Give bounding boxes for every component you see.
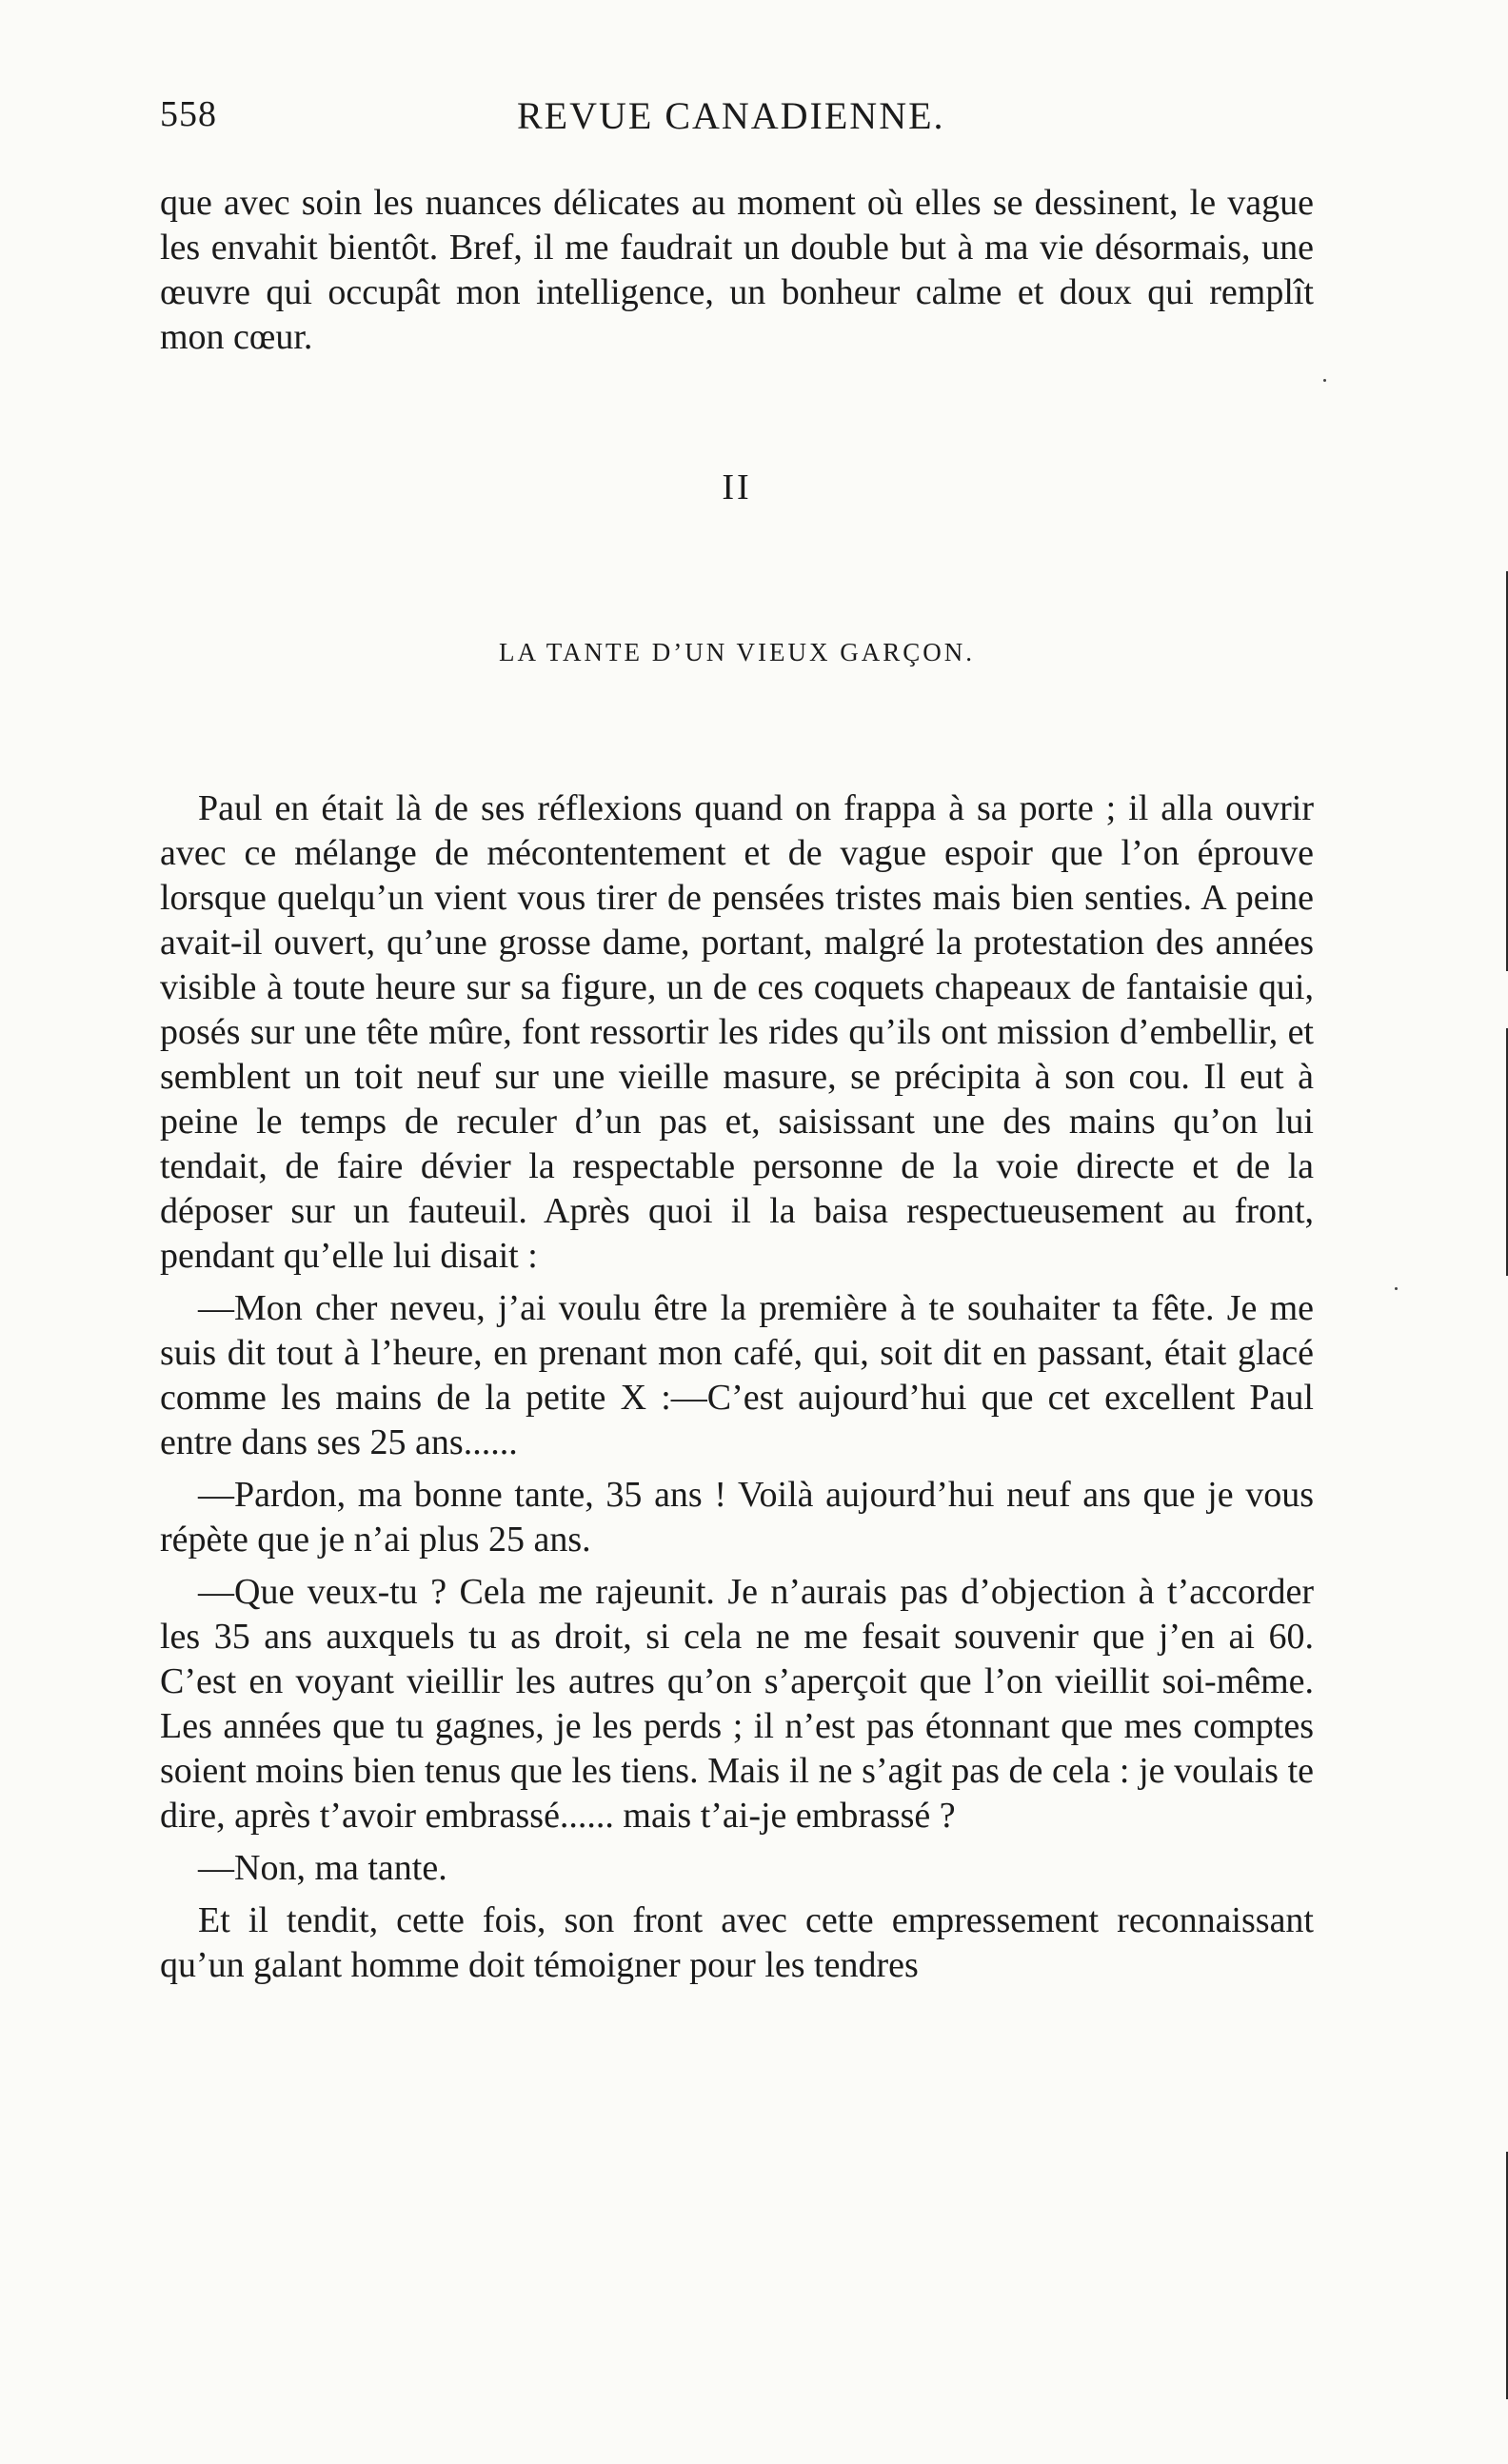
scan-speck [1395, 1287, 1398, 1290]
scan-speck [1323, 379, 1326, 382]
lead-paragraph-block [160, 181, 1314, 360]
journal-title: REVUE CANADIENNE. [517, 94, 945, 137]
paragraph: Paul en était là de ses réflexions quand on frappa à sa porte ; il alla ouvrir avec ce mélange de mécontentement et de vague espoir que l’on éprouve lorsque quelqu’un vient vous tirer de pensées tristes mais bien senties. A peine avait-il ouvert, qu’une grosse dame, portant, malgré la protestation des années visible à toute heure sur sa figure, un de ces coquets chapeaux de fantaisie qui, posés sur une tête mûre, font ressortir les rides qu’ils ont mission d’embellir, et semblent un toit neuf sur une vieille masure, se précipita à son cou. Il eut à peine le temps de reculer d’un pas et, saisissant une des mains qu’on lui tendait, de faire dévier la respectable personne de la voie directe et de la déposer sur un fauteuil. Après quoi il la baisa respectueusement au front, pendant qu’elle lui disait : [160, 788, 1314, 1276]
paragraph: —Mon cher neveu, j’ai voulu être la première à te souhaiter ta fête. Je me suis dit tout à l’heure, en prenant mon café, qui, soit dit en passant, était glacé comme les mains de la petite X :—C’est aujourd’hui que cet excellent Paul entre dans ses 25 ans...... [160, 1288, 1314, 1462]
paragraph: —Non, ma tante. [198, 1848, 447, 1888]
paragraph: —Que veux-tu ? Cela me rajeunit. Je n’aurais pas d’objection à t’accorder les 35 ans auxquels tu as droit, si cela ne me fesait souvenir que j’en ai 60. C’est en voyant vieillir les autres qu’on s’aperçoit que l’on vieillit soi-même. Les années que tu gagnes, je les perds ; il n’est pas étonnant que mes comptes soient moins bien tenus que les tiens. Mais il ne s’agit pas de cela : je voulais te dire, après t’avoir embrassé...... mais t’ai-je embrassé ? [160, 1572, 1314, 1836]
chapter-number: II [722, 467, 752, 507]
chapter-body [160, 786, 1314, 1996]
lead-paragraph: que avec soin les nuances délicates au moment où elles se dessinent, le vague les envahit bientôt. Bref, il me faudrait un double but à ma vie désormais, une œuvre qui occupât mon intelligence, un bonheur calme et doux qui remplît mon cœur. [160, 183, 1314, 357]
page-number: 558 [160, 94, 217, 134]
paragraph: Et il tendit, cette fois, son front avec cette empressement reconnaissant qu’un galant homme doit témoigner pour les tendres [160, 1900, 1314, 1985]
chapter-title: LA TANTE D’UN VIEUX GARÇON. [498, 638, 976, 666]
paragraph: —Pardon, ma bonne tante, 35 ans ! Voilà aujourd’hui neuf ans que je vous répète que je n’ai plus 25 ans. [160, 1475, 1314, 1560]
running-head [160, 93, 1302, 150]
